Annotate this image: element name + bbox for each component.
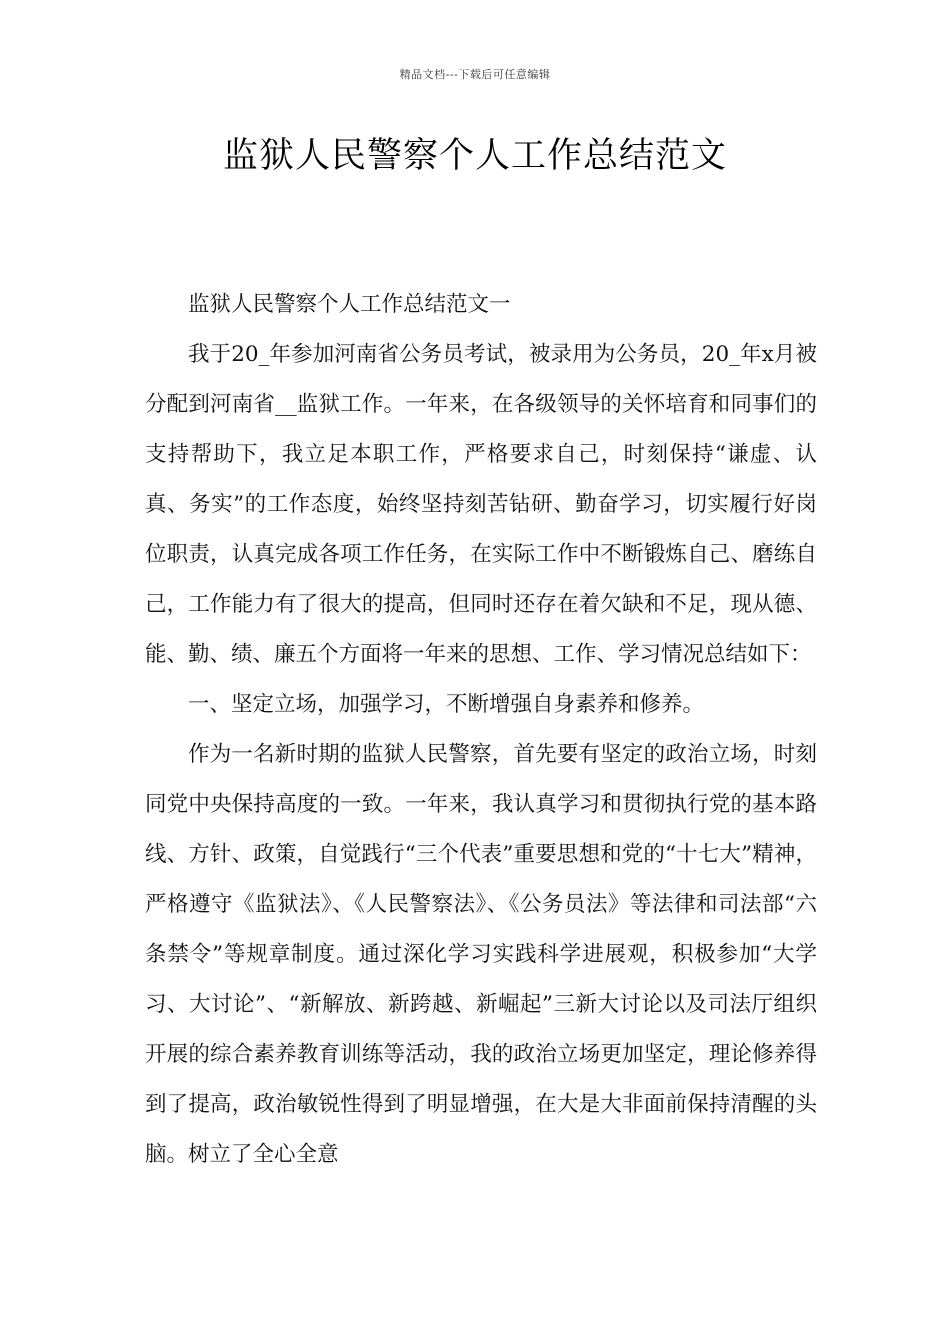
body-paragraph: 我于20_年参加河南省公务员考试，被录用为公务员，20_年x月被分配到河南省__监狱工作。一年来，在各级领导的关怀培育和同事们的支持帮助下，我立足本职工作，严格要求自己，时刻保持“谦虚、认真、务实”的工作态度，始终坚持刻苦钻研、勤奋学习，切实履行好岗位职责，认真完成各项工作任务，在实际工作中不断锻炼自己、磨练自己，工作能力有了很大的提高，但同时还存在着欠缺和不足，现从德、能、勤、绩、廉五个方面将一年来的思想、工作、学习情况总结如下：	[145, 342, 817, 667]
section-heading: 一、坚定立场，加强学习，不断增强自身素养和修养。	[188, 692, 705, 717]
section-heading: 监狱人民警察个人工作总结范文一	[188, 292, 511, 317]
document-title: 监狱人民警察个人工作总结范文	[222, 136, 727, 176]
body-paragraph: 作为一名新时期的监狱人民警察，首先要有坚定的政治立场，时刻同党中央保持高度的一致。一年来，我认真学习和贯彻执行党的基本路线、方针、政策，自觉践行“三个代表”重要思想和党的“十七大”精神，严格遵守《监狱法》、《人民警察法》、《公务员法》等法律和司法部“六条禁令”等规章制度。通过深化学习实践科学进展观，积极参加“大学习、大讨论”、“新解放、新跨越、新崛起”三新大讨论以及司法厅组织开展的综合素养教育训练等活动，我的政治立场更加坚定，理论修养得到了提高，政治敏锐性得到了明显增强，在大是大非面前保持清醒的头脑。树立了全心全意	[145, 742, 817, 1167]
header-note: 精品文档---下载后可任意编辑	[399, 68, 551, 81]
document-body	[145, 280, 817, 1180]
